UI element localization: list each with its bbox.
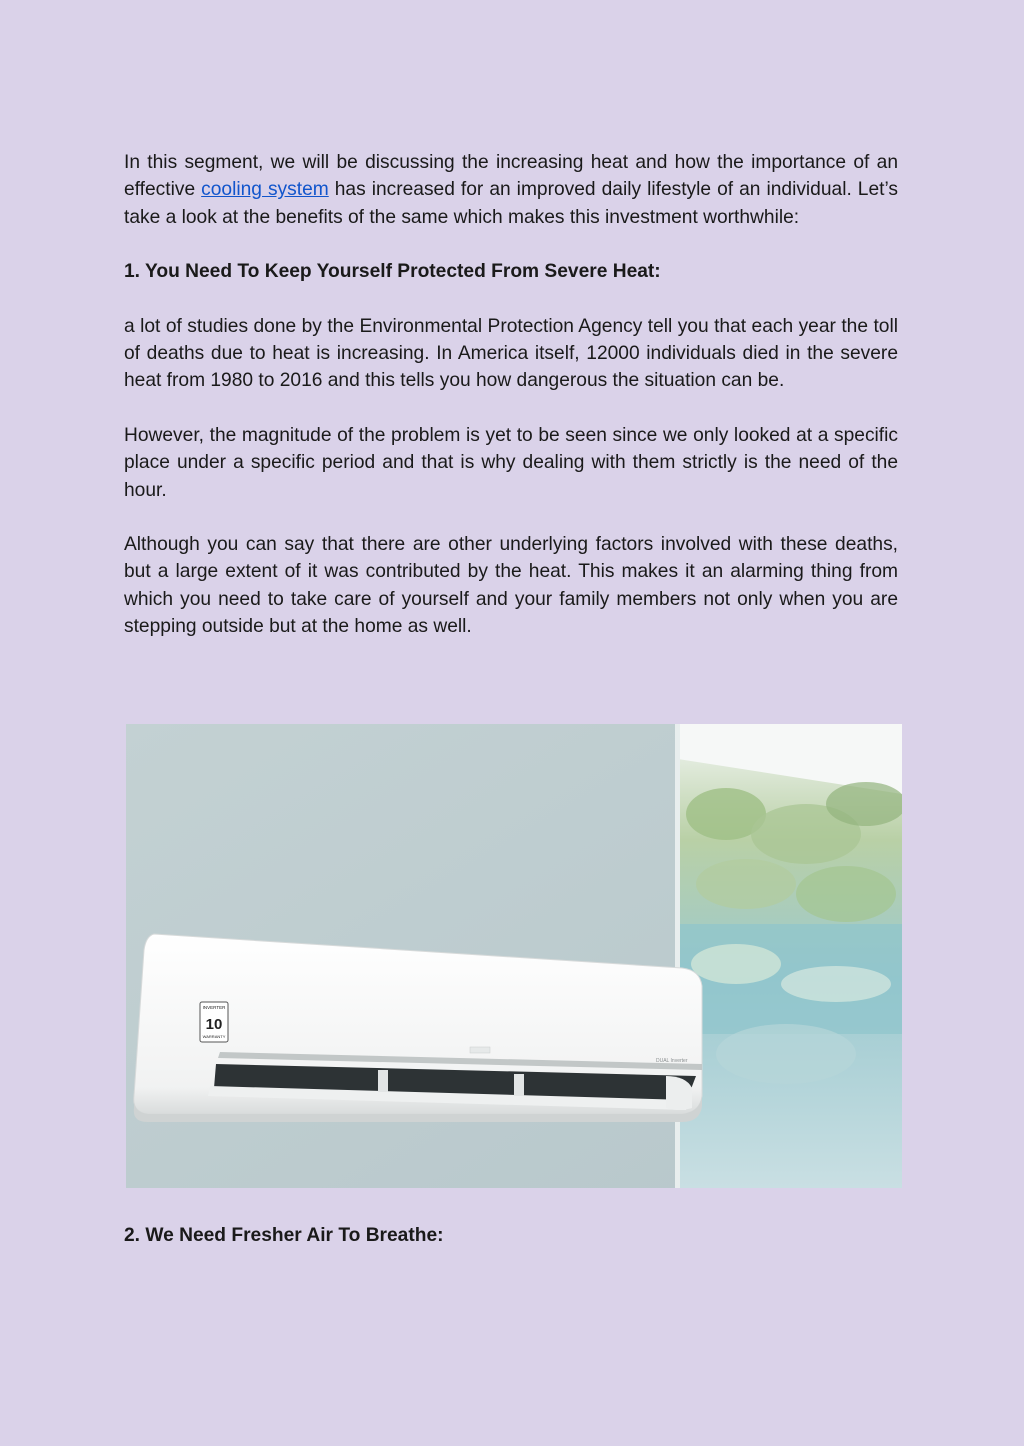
section-1-heading: 1. You Need To Keep Yourself Protected From Severe Heat: (124, 261, 661, 283)
air-conditioner-photo (126, 724, 902, 1188)
article-body (124, 149, 898, 668)
cooling-system-link[interactable]: cooling system (201, 179, 329, 201)
badge-top-text: INVERTER (202, 1005, 226, 1010)
intro-text-after: has increased for an improved daily lifestyle of an individual. Let’s take a look at the benefits of the same which makes this investment worthwhile: (124, 179, 898, 228)
section-1-paragraph: a lot of studies done by the Environmental Protection Agency tell you that each year the toll of deaths due to heat is increasing. In America itself, 12000 individuals died in the severe heat from 1980 to 2016 and this tells you how dangerous the situation can be. (124, 315, 898, 392)
intro-text-before: In this segment, we will be discussing the increasing heat and how the importance of an effective (124, 152, 898, 201)
section-1-paragraph: Although you can say that there are other underlying factors involved with these deaths, but a large extent of it was contributed by the heat. This makes it an alarming thing from which you need to take care of yourself and your family members not only when you are stepping outside but at the home as well. (124, 534, 898, 638)
badge-number-text: 10 (205, 1016, 223, 1033)
section-2-heading: 2. We Need Fresher Air To Breathe: (124, 1225, 444, 1246)
window-scene (675, 724, 902, 1188)
model-text: DUAL Inverter (656, 1058, 688, 1064)
section-1-paragraph: However, the magnitude of the problem is yet to be seen since we only looked at a specific place under a specific period and that is why dealing with them strictly is the need of the hour. (124, 424, 898, 501)
intro-paragraph (124, 149, 898, 231)
badge-bottom-text: WARRANTY (202, 1034, 226, 1039)
inverter-warranty-badge (200, 1002, 228, 1042)
